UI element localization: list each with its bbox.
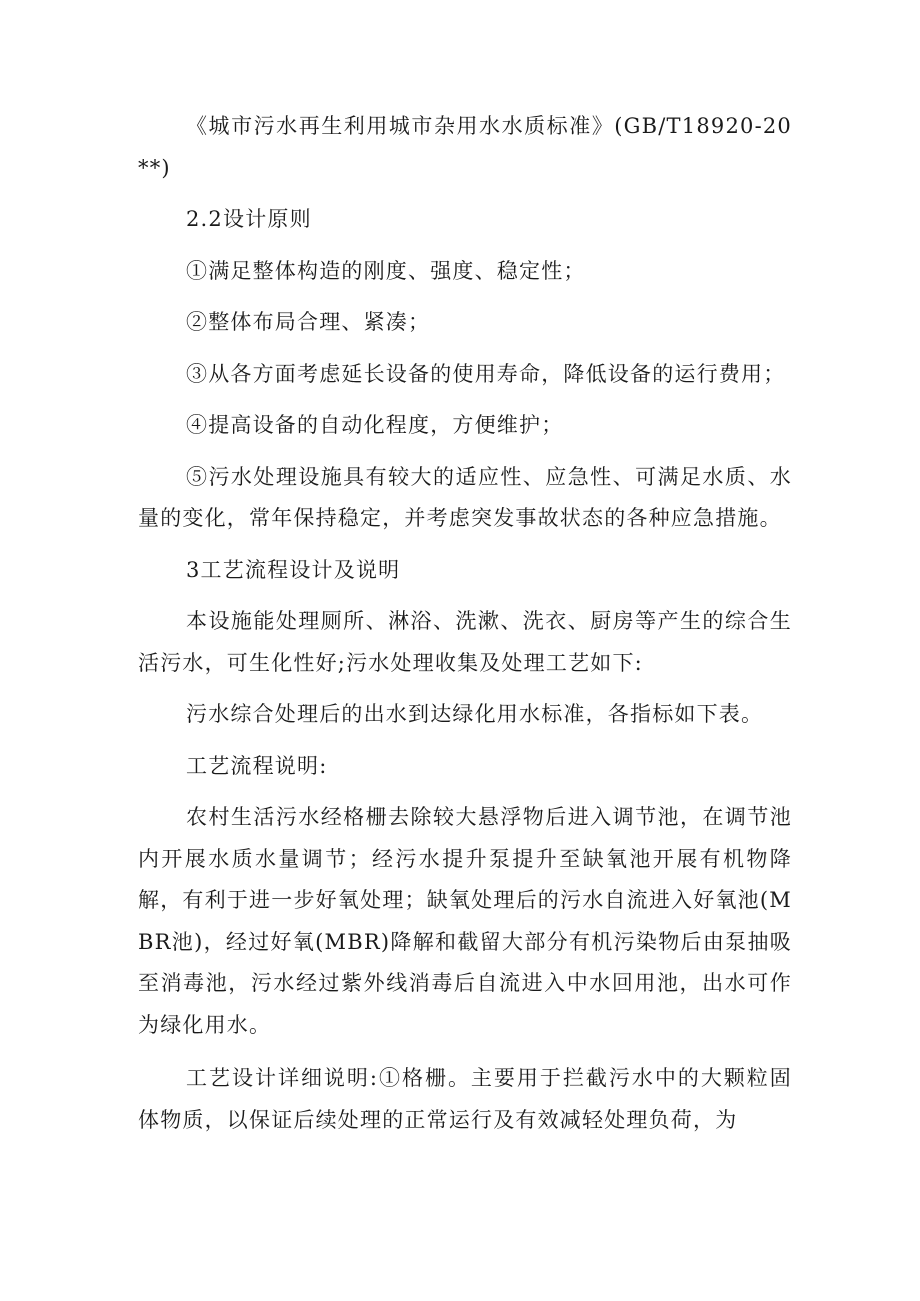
effluent-standard-paragraph: 污水综合处理后的出水到达绿化用水标准，各指标如下表。 xyxy=(186,702,764,726)
process-detail-paragraph: 工艺设计详细说明:①格栅。主要用于拦截污水中的大颗粒固体物质，以保证后续处理的正常运行及有效减轻处理负荷，为 xyxy=(138,1066,792,1132)
section-heading-design-principles: 2.2设计原则 xyxy=(186,207,312,231)
process-description-heading: 工艺流程说明: xyxy=(186,753,328,778)
section-heading-process-flow: 3工艺流程设计及说明 xyxy=(186,557,401,582)
principle-item-5: ⑤污水处理设施具有较大的适应性、应急性、可满足水质、水量的变化，常年保持稳定，并考虑突发事故状态的各种应急措施。 xyxy=(138,464,792,530)
principle-item-4: ④提高设备的自动化程度，方便维护； xyxy=(186,413,564,437)
principle-item-1: ①满足整体构造的刚度、强度、稳定性； xyxy=(186,258,586,283)
standard-reference: 《城市污水再生利用城市杂用水水质标准》(GB/T18920-20**) xyxy=(138,114,792,180)
process-intro-paragraph: 本设施能处理厕所、淋浴、洗漱、洗衣、厨房等产生的综合生活污水，可生化性好;污水处理收集及处理工艺如下: xyxy=(138,609,792,675)
principle-item-2: ②整体布局合理、紧凑； xyxy=(186,310,431,334)
document-page xyxy=(138,106,792,1141)
process-description-paragraph: 农村生活污水经格栅去除较大悬浮物后进入调节池，在调节池内开展水质水量调节；经污水提升泵提升至缺氧池开展有机物降解，有利于进一步好氧处理；缺氧处理后的污水自流进入好氧池(MBR池)，经过好氧(MBR)降解和截留大部分有机污染物后由泵抽吸至消毒池，污水经过紫外线消毒后自流进入中水回用池，出水可作为绿化用水。 xyxy=(138,805,792,1037)
principle-item-3: ③从各方面考虑延长设备的使用寿命，降低设备的运行费用； xyxy=(186,361,786,386)
